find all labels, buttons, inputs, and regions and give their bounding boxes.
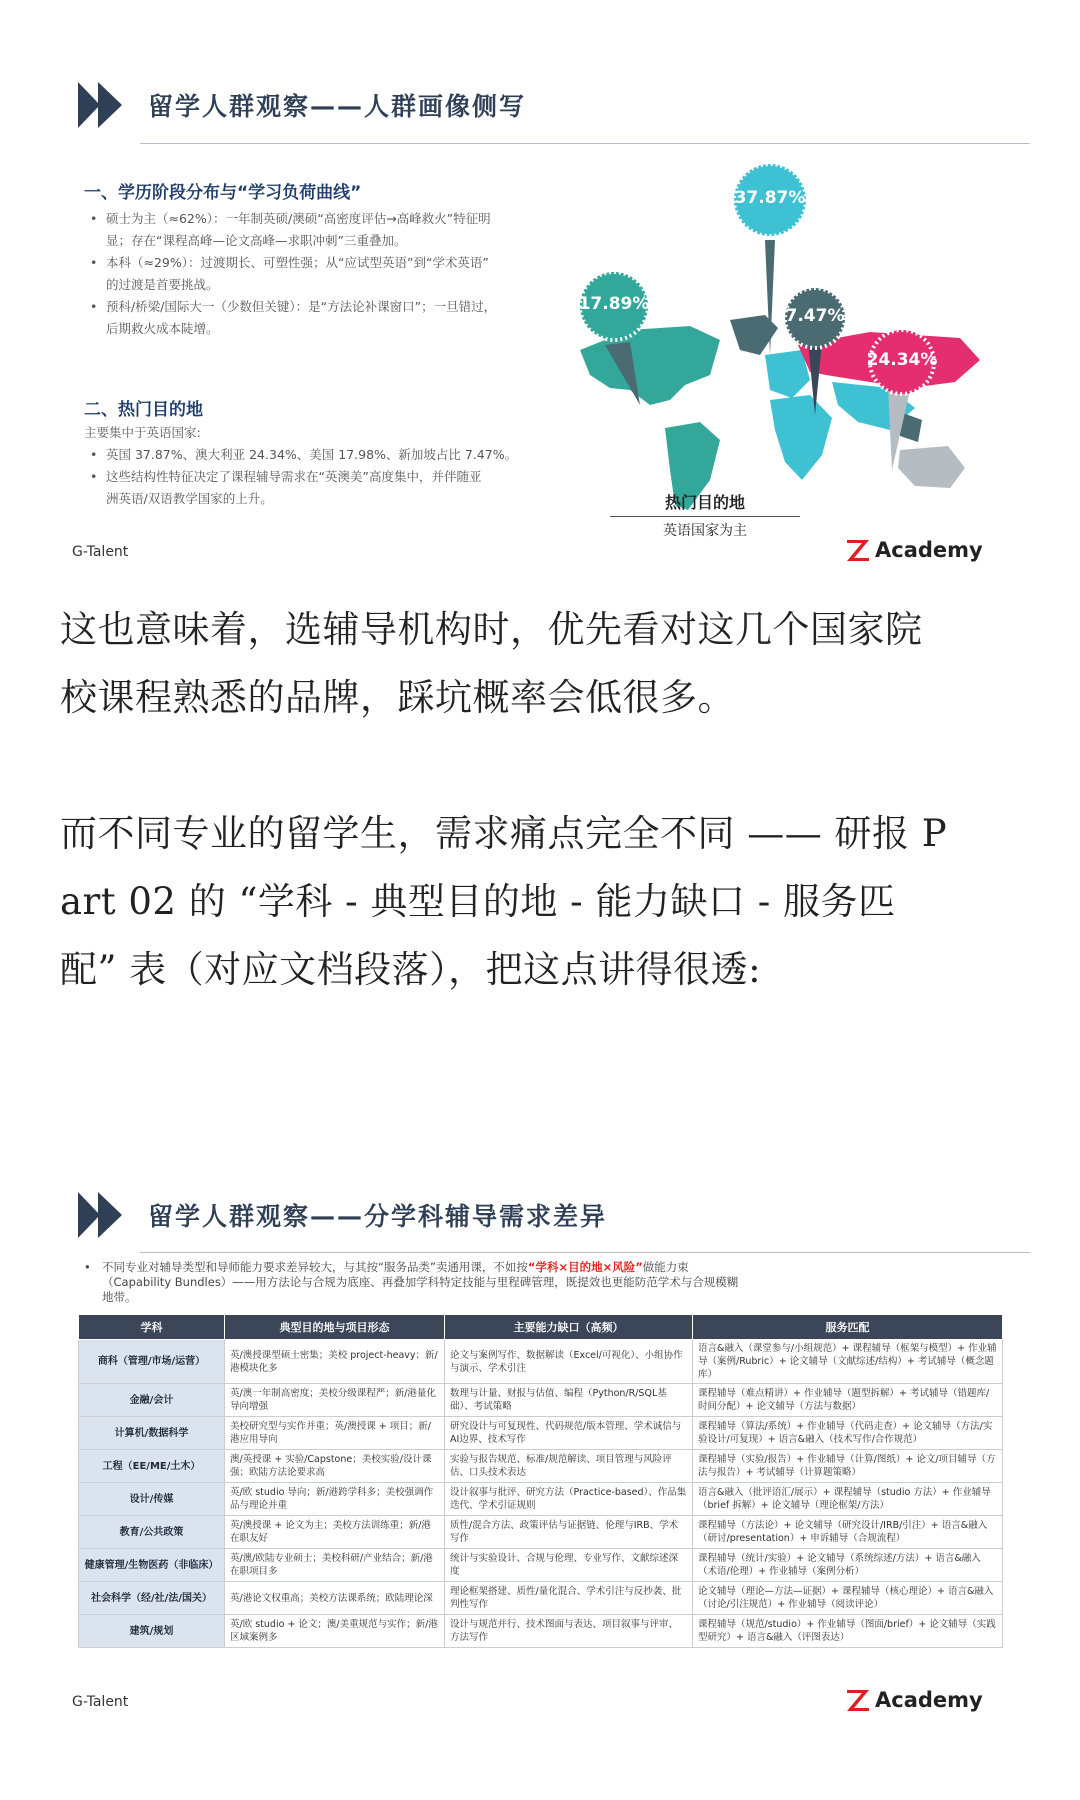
academy-logo: Academy xyxy=(845,538,983,562)
intro-highlight: “学科×目的地×风险” xyxy=(527,1260,643,1274)
table-row xyxy=(79,1340,1003,1384)
divider xyxy=(140,1252,1030,1253)
section-title-education: 一、学历阶段分布与“学习负荷曲线” xyxy=(84,183,362,203)
destinations-intro: 主要集中于英语国家: xyxy=(84,425,201,440)
dest-cell: 英/欧 studio + 论文；澳/美重规范与实作；新/港区域案例多 xyxy=(225,1615,445,1648)
service-cell: 课程辅导（方法论）+ 论文辅导（研究设计/IRB/引注）+ 语言&融入（研讨/presentation）+ 申诉辅导（合规流程） xyxy=(693,1516,1003,1549)
dest-cell: 英/澳授课 + 论文为主；美校方法训练重；新/港在职友好 xyxy=(225,1516,445,1549)
service-cell: 论文辅导（理论—方法—证据）+ 课程辅导（核心理论）+ 语言&融入（讨论/引注规范）+ 作业辅导（阅读评论） xyxy=(693,1582,1003,1615)
body-paragraph-1: 这也意味着，选辅导机构时，优先看对这几个国家院 校课程熟悉的品牌，踩坑概率会低很多。 xyxy=(60,608,923,719)
dest-cell: 英/港论文权重高；美校方法课系统；欧陆理论深 xyxy=(225,1582,445,1615)
map-caption-subtitle: 英语国家为主 xyxy=(663,523,747,539)
dest-cell: 英/澳/欧陆专业硕士；美校科研/产业结合；新/港在职项目多 xyxy=(225,1549,445,1582)
service-cell: 语言&融入（批评语汇/展示）+ 课程辅导（studio 方法）+ 作业辅导（brief 拆解）+ 论文辅导（理论框架/方法） xyxy=(693,1483,1003,1516)
map-label-uk: 37.87% xyxy=(734,188,806,208)
list-item: • 本科（≈29%）：过渡期长、可塑性强；从“应试型英语”到“学术英语” 的过渡是首要挑战。 xyxy=(84,252,564,296)
table-row xyxy=(79,1582,1003,1615)
column-header: 学科 xyxy=(79,1315,225,1340)
gap-cell: 设计叙事与批评、研究方法（Practice-based）、作品集迭代、学术引证规则 xyxy=(445,1483,693,1516)
africa-shape xyxy=(770,395,832,480)
subject-cell: 健康管理/生物医药（非临床） xyxy=(79,1549,225,1582)
subject-cell: 设计/传媒 xyxy=(79,1483,225,1516)
subject-cell: 教育/公共政策 xyxy=(79,1516,225,1549)
list-item: • 预科/桥梁/国际大一（少数但关键）：是“方法论补课窗口”；一旦错过， 后期救火成本陡增。 xyxy=(84,296,564,340)
service-cell: 课程辅导（统计/实验）+ 论文辅导（系统综述/方法）+ 语言&融入（术语/伦理）+ 作业辅导（案例分析） xyxy=(693,1549,1003,1582)
divider xyxy=(140,143,1030,144)
column-header: 典型目的地与项目形态 xyxy=(225,1315,445,1340)
dest-cell: 美校研究型与实作并重；英/澳授课 + 项目；新/港应用导向 xyxy=(225,1417,445,1450)
service-cell: 课程辅导（难点精讲）+ 作业辅导（题型拆解）+ 考试辅导（错题库/时间分配）+ 论文辅导（方法与数据） xyxy=(693,1384,1003,1417)
z-logo-icon xyxy=(845,1688,871,1712)
dest-cell: 英/澳一年制高密度；美校分级课程严；新/港量化导向增强 xyxy=(225,1384,445,1417)
dest-cell: 澳/英授课 + 实验/Capstone；美校实验/设计课强；欧陆方法论要求高 xyxy=(225,1450,445,1483)
dest-cell: 英/澳授课型硕士密集；美校 project-heavy；新/港模块化多 xyxy=(225,1340,445,1384)
australia-shape xyxy=(898,446,965,488)
subject-cell: 建筑/规划 xyxy=(79,1615,225,1648)
service-cell: 语言&融入（课堂参与/小组规范）+ 课程辅导（框架与模型）+ 作业辅导（案例/Rubric）+ 论文辅导（文献综述/结构）+ 考试辅导（概念题库） xyxy=(693,1340,1003,1384)
gap-cell: 统计与实验设计、合规与伦理、专业写作、文献综述深度 xyxy=(445,1549,693,1582)
map-label-singapore: 7.47% xyxy=(785,306,845,326)
gap-cell: 实验与报告规范、标准/规范解读、项目管理与风险评估、口头技术表达 xyxy=(445,1450,693,1483)
table-row xyxy=(79,1615,1003,1648)
education-list xyxy=(84,208,564,340)
service-cell: 课程辅导（实验/报告）+ 作业辅导（计算/图纸）+ 论文/项目辅导（方法与报告）+ 考试辅导（计算题策略） xyxy=(693,1450,1003,1483)
z-logo-icon xyxy=(845,538,871,562)
destinations-list xyxy=(84,444,564,510)
subject-cell: 商科（管理/市场/运营） xyxy=(79,1340,225,1384)
gap-cell: 数理与计量、财报与估值、编程（Python/R/SQL基础）、考试策略 xyxy=(445,1384,693,1417)
body-paragraph-2: 而不同专业的留学生，需求痛点完全不同 —— 研报 P art 02 的 “学科 - 典型目的地 - 能力缺口 - 服务匹 配” 表（对应文档段落），把这点讲得很透: xyxy=(60,812,948,991)
subject-cell: 社会科学（经/社/法/国关） xyxy=(79,1582,225,1615)
list-item: • 英国 37.87%、澳大利亚 24.34%、美国 17.98%、新加坡占比 7.47%。 xyxy=(84,444,564,466)
service-cell: 课程辅导（算法/系统）+ 作业辅导（代码走查）+ 论文辅导（方法/实验设计/可复现）+ 语言&融入（技术写作/合作规范） xyxy=(693,1417,1003,1450)
gap-cell: 设计与规范并行、技术图面与表达、项目叙事与评审、方法写作 xyxy=(445,1615,693,1648)
discipline-table xyxy=(78,1314,1003,1648)
dest-cell: 英/欧 studio 导向；新/港跨学科多；美校强调作品与理论并重 xyxy=(225,1483,445,1516)
slide-discipline xyxy=(70,1178,1030,1718)
map-caption-title: 热门目的地 xyxy=(664,493,745,512)
double-chevron-icon xyxy=(78,82,136,128)
gap-cell: 质性/混合方法、政策评估与证据链、伦理与IRB、学术写作 xyxy=(445,1516,693,1549)
double-chevron-icon xyxy=(78,1192,136,1238)
slide-title: 留学人群观察——分学科辅导需求差异 xyxy=(148,1202,608,1231)
table-row xyxy=(79,1417,1003,1450)
table-row xyxy=(79,1549,1003,1582)
slide-profile xyxy=(70,50,1030,590)
academy-logo: Academy xyxy=(845,1688,983,1712)
gap-cell: 论文与案例写作、数据解读（Excel/可视化）、小组协作与演示、学术引注 xyxy=(445,1340,693,1384)
slide-header xyxy=(78,70,526,140)
map-caption xyxy=(610,490,800,540)
table-row xyxy=(79,1483,1003,1516)
table-row xyxy=(79,1384,1003,1417)
list-item: • 硕士为主（≈62%）：一年制英硕/澳硕“高密度评估→高峰救火”特征明 显；存在“课程高峰—论文高峰—求职冲刺”三重叠加。 xyxy=(84,208,564,252)
gap-cell: 研究设计与可复现性、代码规范/版本管理、学术诚信与AI边界、技术写作 xyxy=(445,1417,693,1450)
column-header: 主要能力缺口（高频） xyxy=(445,1315,693,1340)
subject-cell: 工程（EE/ME/土木） xyxy=(79,1450,225,1483)
gap-cell: 理论框架搭建、质性/量化混合、学术引注与反抄袭、批判性写作 xyxy=(445,1582,693,1615)
list-item: • 这些结构性特征决定了课程辅导需求在“英澳美”高度集中，并伴随亚 洲英语/双语教学国家的上升。 xyxy=(84,466,564,510)
footer-brand: G-Talent xyxy=(72,544,129,560)
map-label-usa: 17.89% xyxy=(578,294,650,314)
europe-shape xyxy=(765,350,810,398)
slide-title: 留学人群观察——人群画像侧写 xyxy=(148,92,527,121)
intro-text: • 不同专业对辅导类型和导师能力要求差异较大，与其按“服务品类”卖通用课，不如按“学科×目的地×风险”做能力束 （Capability Bundles）——用方法论与合规为底座、再叠加学科特定技能与里程碑管理，既提效也更能防范学术与合规模糊 地带。 xyxy=(84,1260,739,1304)
table-row xyxy=(79,1450,1003,1483)
map-label-australia: 24.34% xyxy=(866,350,938,370)
table-row xyxy=(79,1516,1003,1549)
slide-header xyxy=(78,1180,607,1250)
subject-cell: 计算机/数据科学 xyxy=(79,1417,225,1450)
subject-cell: 金融/会计 xyxy=(79,1384,225,1417)
column-header: 服务匹配 xyxy=(693,1315,1003,1340)
section-title-destinations: 二、热门目的地 xyxy=(84,400,203,420)
footer-brand: G-Talent xyxy=(72,1694,129,1710)
service-cell: 课程辅导（规范/studio）+ 作业辅导（图面/brief）+ 论文辅导（实践型研究）+ 语言&融入（评图表达） xyxy=(693,1615,1003,1648)
